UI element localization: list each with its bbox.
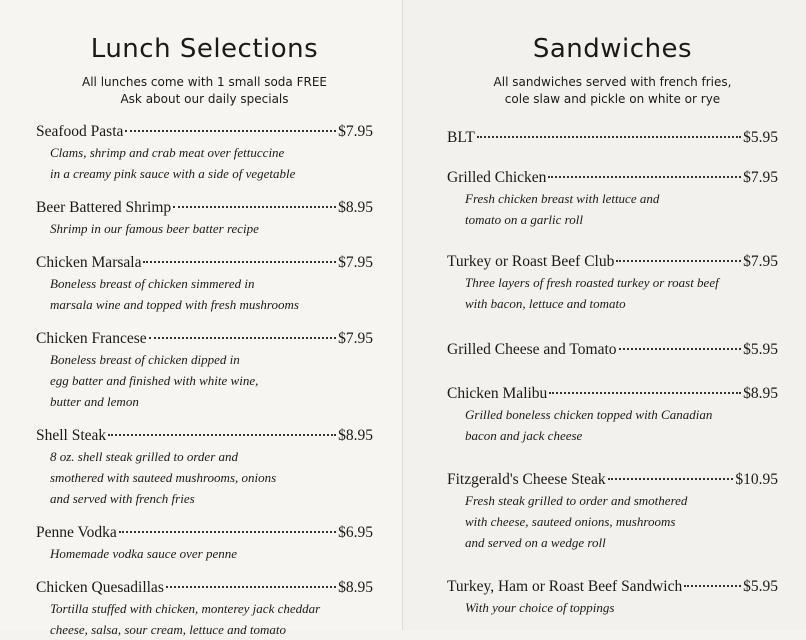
dot-leader [549, 392, 741, 394]
lunch-subtitle [36, 74, 373, 108]
menu-item-line [447, 340, 778, 360]
dot-leader [616, 260, 741, 262]
menu-item-line [36, 426, 373, 446]
sandwiches-subtitle [447, 74, 778, 108]
dot-leader [608, 478, 734, 480]
dot-leader [108, 434, 336, 436]
menu-item-name: Shell Steak [36, 427, 107, 444]
menu-item-name: Chicken Francese [36, 330, 147, 347]
menu-item-name: Fitzgerald's Cheese Steak [447, 471, 606, 488]
dot-leader [477, 136, 741, 138]
menu-item-description: bacon and jack cheese [465, 428, 583, 443]
menu-item-price: $10.95 [735, 471, 778, 488]
sandwiches-title: Sandwiches [532, 34, 693, 64]
menu-item-price: $8.95 [743, 385, 778, 402]
menu-item-price: $8.95 [338, 427, 373, 444]
menu-item-description: Shrimp in our famous beer batter recipe [50, 221, 259, 236]
dot-leader [119, 531, 336, 533]
dot-leader [166, 586, 336, 588]
menu-item-name: Penne Vodka [36, 524, 117, 541]
menu-item-description: cheese, salsa, sour cream, lettuce and tomato [50, 622, 286, 637]
menu-item-line [36, 523, 373, 543]
menu-item-description: Three layers of fresh roasted turkey or roast beef [465, 275, 719, 290]
menu-item-description: smothered with sauteed mushrooms, onions [50, 470, 277, 485]
menu-item-line [36, 578, 373, 598]
menu-item [447, 577, 778, 618]
menu-item-name: Grilled Chicken [447, 169, 547, 186]
dot-leader [173, 206, 336, 208]
menu-item [36, 122, 373, 184]
menu-item-name: Seafood Pasta [36, 123, 124, 140]
menu-item [447, 168, 778, 230]
menu-item-name: Beer Battered Shrimp [36, 199, 172, 216]
sandwiches-subtitle-line-1: All sandwiches served with french fries, [493, 75, 732, 89]
menu-item [36, 198, 373, 239]
menu-item-description: Boneless breast of chicken dipped in [50, 352, 240, 367]
menu-item [36, 578, 373, 640]
menu-item-line [36, 329, 373, 349]
menu-item-description: with bacon, lettuce and tomato [465, 296, 626, 311]
menu-item-name: Turkey, Ham or Roast Beef Sandwich [447, 578, 683, 595]
menu-item-price: $7.95 [743, 253, 778, 270]
lunch-subtitle-line-2: Ask about our daily specials [120, 92, 289, 106]
menu-item-description: marsala wine and topped with fresh mushrooms [50, 297, 299, 312]
menu-item-name: Chicken Malibu [447, 385, 548, 402]
menu-item-line [447, 168, 778, 188]
menu-item-description: 8 oz. shell steak grilled to order and [50, 449, 239, 464]
dot-leader [143, 261, 336, 263]
menu-item-price: $7.95 [338, 123, 373, 140]
menu-item [36, 253, 373, 315]
menu-item-name: BLT [447, 129, 475, 146]
menu-item-price: $6.95 [338, 524, 373, 541]
menu-item-line [447, 384, 778, 404]
menu-item-description: with cheese, sauteed onions, mushrooms [465, 514, 676, 529]
menu-item-description: Homemade vodka sauce over penne [50, 546, 237, 561]
menu-item-description: in a creamy pink sauce with a side of vegetable [50, 166, 296, 181]
menu-item [36, 329, 373, 412]
lunch-menu-list [36, 122, 373, 640]
menu-item [447, 252, 778, 314]
menu-item-description: butter and lemon [50, 394, 139, 409]
menu-item-description: Fresh chicken breast with lettuce and [465, 191, 660, 206]
dot-leader [149, 337, 337, 339]
menu-item-price: $7.95 [338, 330, 373, 347]
menu-item-price: $7.95 [743, 169, 778, 186]
menu-item-line [447, 577, 778, 597]
menu-item-name: Chicken Marsala [36, 254, 142, 271]
menu-item-line [447, 252, 778, 272]
menu-item-description: tomato on a garlic roll [465, 212, 583, 227]
dot-leader [125, 130, 336, 132]
menu-item-description: Tortilla stuffed with chicken, monterey jack cheddar [50, 601, 321, 616]
sandwiches-menu-list [447, 128, 778, 618]
menu-item-price: $5.95 [743, 129, 778, 146]
menu-item-price: $8.95 [338, 199, 373, 216]
menu-item-price: $5.95 [743, 578, 778, 595]
menu-item-price: $8.95 [338, 579, 373, 596]
menu-item-description: Clams, shrimp and crab meat over fettuccine [50, 145, 285, 160]
menu-item [447, 128, 778, 148]
sandwiches-page [403, 0, 806, 630]
lunch-title: Lunch Selections [90, 34, 319, 64]
lunch-page [0, 0, 403, 637]
menu-item-description: Grilled boneless chicken topped with Canadian [465, 407, 713, 422]
dot-leader [684, 585, 741, 587]
menu-item-price: $7.95 [338, 254, 373, 271]
menu-item-line [447, 128, 778, 148]
menu-item-description: and served with french fries [50, 491, 195, 506]
lunch-subtitle-line-1: All lunches come with 1 small soda FREE [82, 75, 327, 89]
menu-item [447, 384, 778, 446]
dot-leader [548, 176, 741, 178]
menu-item-line [36, 253, 373, 273]
menu-item [36, 426, 373, 509]
menu-item [447, 470, 778, 553]
menu-item [36, 523, 373, 564]
menu-item-name: Chicken Quesadillas [36, 579, 164, 596]
menu-item-description: With your choice of toppings [465, 600, 615, 615]
dot-leader [619, 348, 742, 350]
menu-item-description: Fresh steak grilled to order and smothered [465, 493, 688, 508]
menu-item-description: Boneless breast of chicken simmered in [50, 276, 255, 291]
menu-item-line [36, 122, 373, 142]
menu-item-line [36, 198, 373, 218]
menu-item-description: egg batter and finished with white wine, [50, 373, 259, 388]
sandwiches-subtitle-line-2: cole slaw and pickle on white or rye [504, 92, 721, 106]
menu-item-name: Turkey or Roast Beef Club [447, 253, 615, 270]
menu-item-price: $5.95 [743, 341, 778, 358]
menu-item-name: Grilled Cheese and Tomato [447, 341, 617, 358]
menu-item [447, 340, 778, 360]
menu-item-line [447, 470, 778, 490]
menu-item-description: and served on a wedge roll [465, 535, 606, 550]
